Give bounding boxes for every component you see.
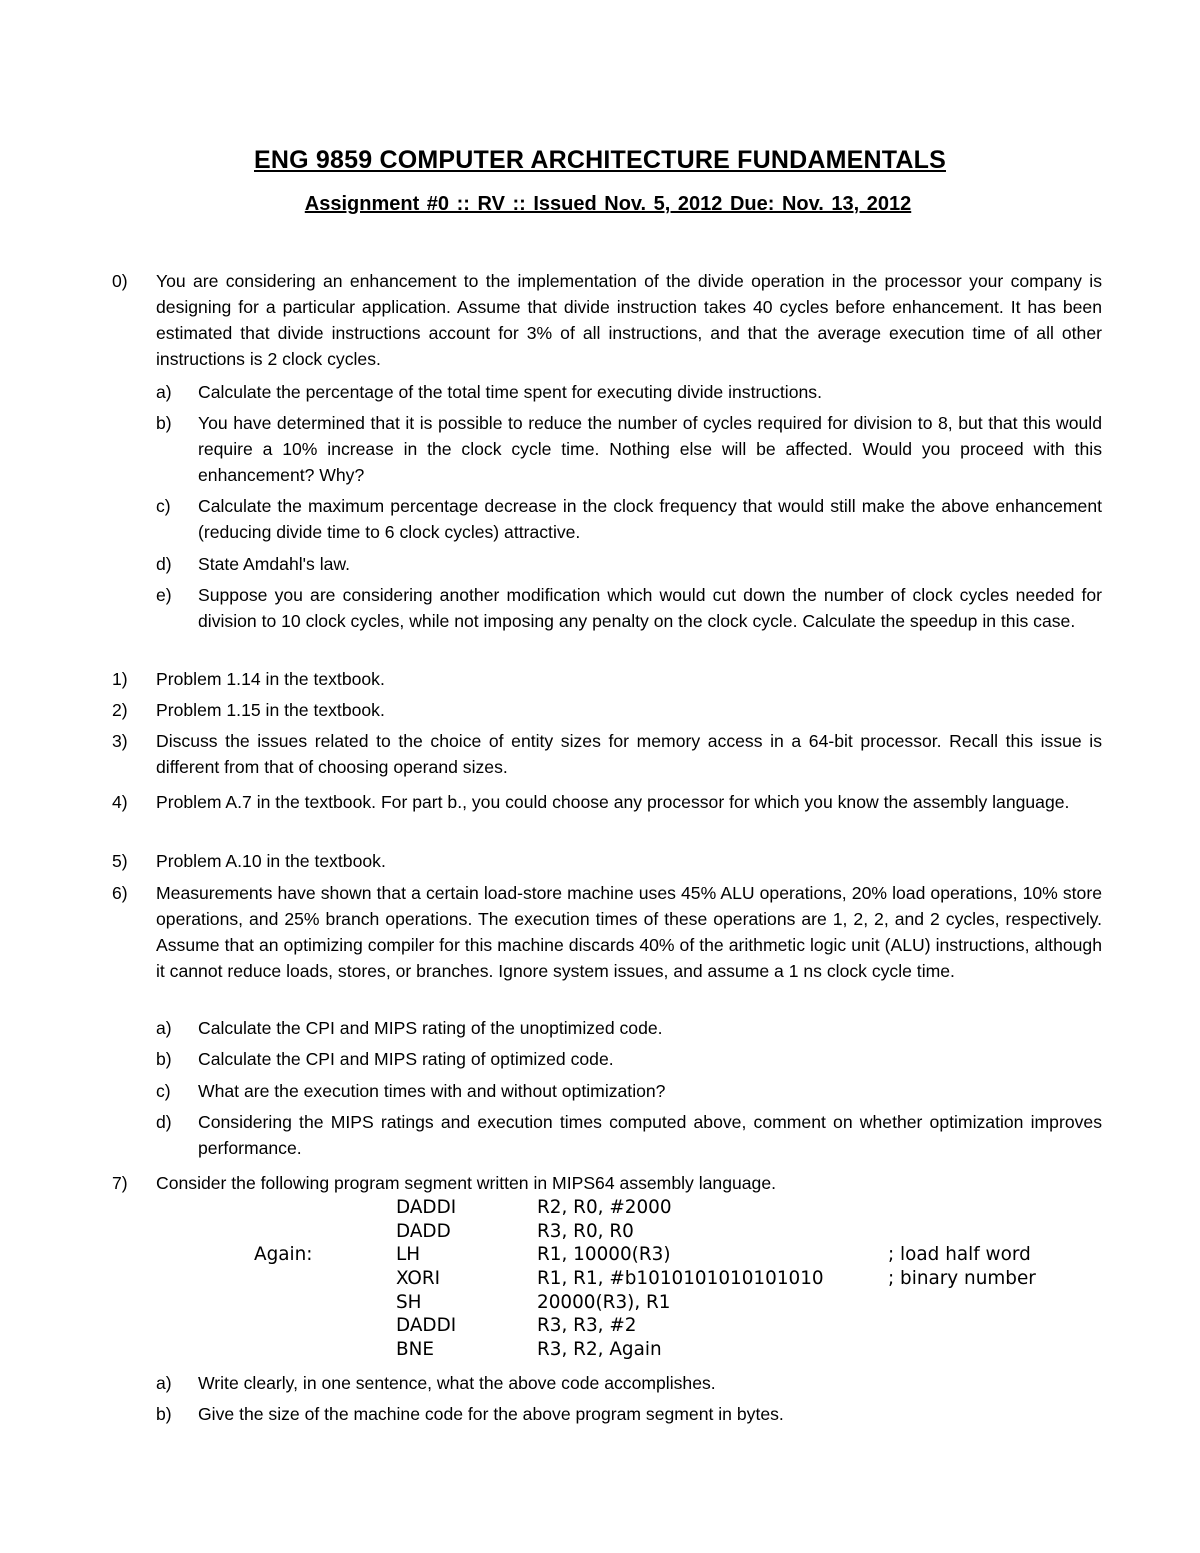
code-opcode: DADDI: [396, 1315, 457, 1336]
question-6-part-b: [156, 1046, 1102, 1072]
question-number: 3): [112, 731, 128, 751]
question-text: Consider the following program segment written in MIPS64 assembly language.: [156, 1173, 777, 1193]
part-text: Give the size of the machine code for the above program segment in bytes.: [198, 1404, 784, 1424]
question-0-part-b: [156, 410, 1102, 488]
part-letter: d): [156, 554, 172, 574]
question-0: [112, 268, 1102, 372]
part-text: Calculate the maximum percentage decrease in the clock frequency that would still make the above enhancement (reducing divide time to 6 clock cycles) attractive.: [198, 496, 1102, 542]
question-7: [112, 1170, 1102, 1196]
code-operands: R3, R0, R0: [537, 1221, 634, 1242]
code-operands: R3, R3, #2: [537, 1315, 637, 1336]
part-letter: a): [156, 1373, 172, 1393]
question-0-part-c: [156, 493, 1102, 545]
code-opcode: DADDI: [396, 1197, 457, 1218]
question-6: [112, 880, 1102, 984]
part-text: You have determined that it is possible to reduce the number of cycles required for division to 8, but that this would require a 10% increase in the clock cycle time. Nothing else will be affected. Would you proceed with this enhancement? Why?: [198, 413, 1102, 485]
question-6-part-c: [156, 1078, 1102, 1104]
code-opcode: SH: [396, 1292, 422, 1313]
question-7-part-a: [156, 1370, 1102, 1396]
question-4: [112, 789, 1102, 815]
part-letter: a): [156, 1018, 172, 1038]
question-0-part-d: [156, 551, 1102, 577]
question-3: [112, 728, 1102, 780]
document-title: ENG 9859 COMPUTER ARCHITECTURE FUNDAMENTALS: [254, 146, 946, 174]
question-number: 5): [112, 851, 128, 871]
part-letter: e): [156, 585, 172, 605]
question-text: You are considering an enhancement to the implementation of the divide operation in the processor your company is designing for a particular application. Assume that divide instruction takes 40 cycles before enhancement. It has been estimated that divide instructions account for 3% of all instructions, and that the average execution time of all other instructions is 2 clock cycles.: [156, 271, 1102, 369]
question-0-part-a: [156, 379, 1102, 405]
assignment-subtitle: Assignment #0 :: RV :: Issued Nov. 5, 2012 Due: Nov. 13, 2012: [304, 193, 912, 215]
code-comment: ; load half word: [888, 1244, 1031, 1265]
part-text: Write clearly, in one sentence, what the above code accomplishes.: [198, 1373, 716, 1393]
code-operands: 20000(R3), R1: [537, 1292, 671, 1313]
code-operands: R1, 10000(R3): [537, 1244, 671, 1265]
code-comment: ; binary number: [888, 1268, 1036, 1289]
part-text: Calculate the CPI and MIPS rating of the unoptimized code.: [198, 1018, 663, 1038]
question-number: 4): [112, 792, 128, 812]
question-6-part-d: [156, 1109, 1102, 1161]
part-text: Calculate the percentage of the total time spent for executing divide instructions.: [198, 382, 822, 402]
part-letter: d): [156, 1112, 172, 1132]
code-opcode: LH: [396, 1244, 421, 1265]
part-letter: a): [156, 382, 172, 402]
question-1: [112, 666, 1102, 692]
question-number: 1): [112, 669, 128, 689]
code-opcode: BNE: [396, 1339, 434, 1360]
question-text: Problem 1.15 in the textbook.: [156, 700, 385, 720]
question-text: Problem A.7 in the textbook. For part b., you could choose any processor for which you know the assembly language.: [156, 792, 1070, 812]
part-letter: b): [156, 1404, 172, 1424]
part-text: What are the execution times with and without optimization?: [198, 1081, 666, 1101]
code-opcode: XORI: [396, 1268, 441, 1289]
question-7-part-b: [156, 1401, 1102, 1427]
part-text: Considering the MIPS ratings and execution times computed above, comment on whether optimization improves performance.: [198, 1112, 1102, 1158]
part-letter: c): [156, 1081, 171, 1101]
part-text: State Amdahl's law.: [198, 554, 351, 574]
question-text: Measurements have shown that a certain load-store machine uses 45% ALU operations, 20% load operations, 10% store operations, and 25% branch operations. The execution times of these operations are 1, 2, 2, and 2 cycles, respectively. Assume that an optimizing compiler for this machine discards 40% of the arithmetic logic unit (ALU) instructions, although it cannot reduce loads, stores, or branches. Ignore system issues, and assume a 1 ns clock cycle time.: [156, 883, 1102, 981]
part-letter: b): [156, 1049, 172, 1069]
question-0-part-e: [156, 582, 1102, 634]
code-operands: R2, R0, #2000: [537, 1197, 672, 1218]
part-letter: b): [156, 413, 172, 433]
code-operands: R1, R1, #b1010101010101010: [537, 1268, 824, 1289]
part-text: Suppose you are considering another modification which would cut down the number of clock cycles needed for division to 10 clock cycles, while not imposing any penalty on the clock cycle. Calculate the speedup in this case.: [198, 585, 1102, 631]
code-opcode: DADD: [396, 1221, 451, 1242]
part-letter: c): [156, 496, 171, 516]
code-label: Again:: [254, 1244, 313, 1265]
question-text: Discuss the issues related to the choice of entity sizes for memory access in a 64-bit processor. Recall this issue is different from that of choosing operand sizes.: [156, 731, 1102, 777]
part-text: Calculate the CPI and MIPS rating of optimized code.: [198, 1049, 614, 1069]
code-operands: R3, R2, Again: [537, 1339, 662, 1360]
question-5: [112, 848, 1102, 874]
question-6-part-a: [156, 1015, 1102, 1041]
question-number: 2): [112, 700, 128, 720]
question-2: [112, 697, 1102, 723]
question-number: 0): [112, 271, 128, 291]
question-text: Problem A.10 in the textbook.: [156, 851, 386, 871]
question-number: 6): [112, 883, 128, 903]
question-number: 7): [112, 1173, 128, 1193]
question-text: Problem 1.14 in the textbook.: [156, 669, 385, 689]
